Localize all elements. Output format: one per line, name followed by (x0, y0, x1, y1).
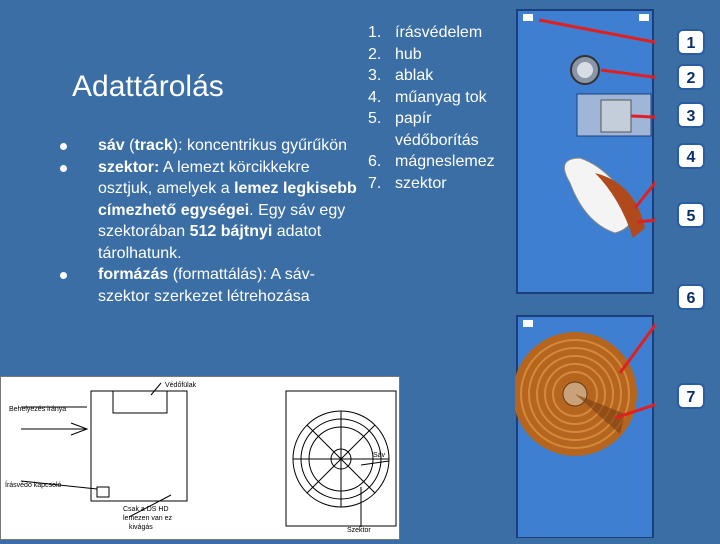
badge-3: 3 (677, 102, 705, 128)
badge-1: 1 (677, 29, 705, 55)
bullet-item-sector (60, 157, 360, 265)
bullet-item-format (60, 264, 360, 307)
label-irasvedo: Írásvédő kapcsoló (5, 482, 62, 489)
badge-7: 7 (677, 383, 705, 409)
bullet-text: ): koncentrikus gyűrűkön (172, 137, 348, 154)
bullet-term-en: track (134, 137, 173, 154)
bullet-dot-icon (60, 272, 67, 279)
label-sav: Sáv (373, 452, 386, 459)
bullet-dot-icon (60, 165, 67, 172)
parts-list-item: 1. írásvédelem (368, 24, 483, 41)
write-protect-icon (523, 14, 533, 21)
bullet-strong: lemez legkisebb címezhető egységei (98, 180, 357, 219)
parts-list-item: 7. szektor (368, 174, 447, 192)
label-kivagas: kivágás (129, 524, 153, 531)
parts-list-item: 4. műanyag tok (368, 88, 487, 106)
parts-list-item: 3. ablak (368, 67, 434, 84)
bullet-strong: 512 bájtnyi (189, 223, 273, 240)
badge-4: 4 (677, 143, 705, 169)
badge-6: 6 (677, 284, 705, 310)
bullet-text: adatot tárolhatunk. (98, 223, 322, 262)
floppy-line-diagram (0, 376, 400, 540)
bullet-term: sáv (98, 137, 125, 154)
label-csak-ds: Csak a DS HD (123, 506, 169, 513)
badge-5: 5 (677, 202, 705, 228)
label-szektor: Szektor (347, 527, 371, 534)
bullet-text: ( (124, 137, 135, 154)
bullet-dot-icon (60, 143, 67, 150)
bullet-list (60, 135, 360, 307)
bullet-term: szektor: (98, 158, 160, 176)
label-vedofulak: Védőfülak (165, 382, 197, 389)
floppy-bottom (515, 316, 653, 538)
parts-list-item: 6. mágneslemez (368, 153, 495, 170)
label-lemezen: lemezen van ez (123, 515, 173, 522)
bullet-text: . Egy sáv egy szektorában (98, 201, 346, 240)
floppy-disk-illustration (515, 8, 655, 538)
window-icon (601, 100, 631, 132)
badge-2: 2 (677, 64, 705, 90)
parts-list (368, 22, 528, 194)
bullet-text: (formattálás): A sáv-szektor szerkezet létrehozása (98, 266, 315, 305)
slide-title: Adattárolás (72, 70, 224, 103)
bullet-text: A lemezt körcikkekre osztjuk, amelyek a (98, 158, 310, 197)
floppy-top (517, 10, 653, 293)
bullet-item-track (60, 135, 360, 157)
label-behelyezes: Behelyezés iránya (9, 406, 67, 413)
bullet-term: formázás (98, 266, 169, 283)
parts-list-item: 5. papír (368, 110, 432, 127)
parts-list-item-continuation: védőborítás (395, 131, 479, 149)
parts-list-item: 2. hub (368, 45, 422, 63)
